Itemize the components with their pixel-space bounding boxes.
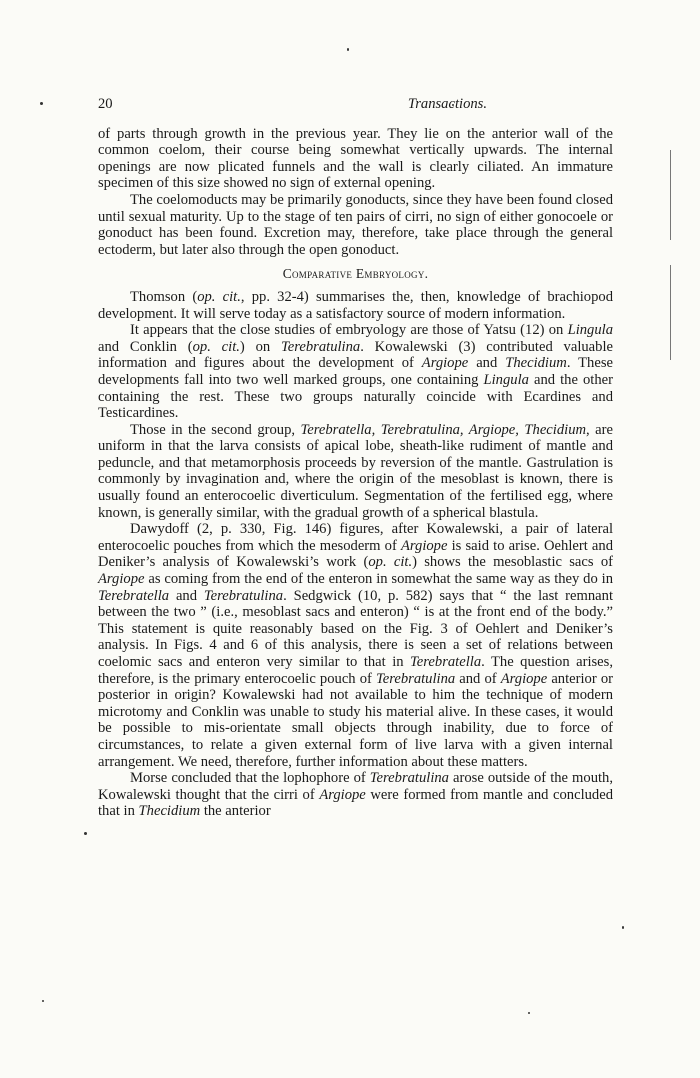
text-run: as coming from the end of the enteron in somewhat the same way as they do in — [144, 571, 613, 588]
paragraph — [98, 770, 613, 820]
page-body — [98, 96, 613, 820]
text-run: and of — [455, 670, 501, 687]
italic-term: Terebratulina — [369, 770, 449, 787]
italic-term: Argiope — [98, 571, 145, 588]
page-number: 20 — [98, 96, 113, 112]
journal-title: Transactions. — [407, 96, 487, 112]
text-run: and Conklin ( — [98, 338, 193, 355]
text-run: Dawydoff (2, p. 330, Fig. 146) figures, after Kowalewski, a pair of lateral enterocoelic pouches from which the mesoderm of — [98, 521, 613, 554]
text-run: . These developments fall into two well marked groups, one containing — [98, 355, 613, 388]
text-run: , are uniform in that the larva consists of apical lobe, sheath-like rudiment of mantle and peduncle, and that metamorphosis proceeds by reversion of the mantle. Gastrulation is commonly by invagination and, where the origin of the mesoblast is known, there is usually found an enterocoelic diverticulum. Segmentation of the fertilised egg, where known, is generally similar, with the gradual growth of a spherical blastula. — [98, 421, 613, 521]
paragraph — [98, 422, 613, 522]
italic-term: Argiope — [319, 786, 366, 803]
margin-rule — [670, 265, 671, 360]
text-run: . The question arises, therefore, is the primary enterocoelic pouch of — [98, 654, 613, 687]
scan-speck — [622, 926, 624, 929]
italic-term: Terebratella — [410, 654, 482, 670]
italic-term: Terebratella, Terebratulina, Argiope, Thecidium — [300, 421, 587, 438]
paragraph — [98, 192, 613, 258]
text-run: arose outside of the mouth, Kowalewski thought that the cirri of — [98, 770, 614, 803]
italic-term: Terebratulina — [203, 587, 284, 604]
italic-term: Argiope — [500, 670, 548, 687]
italic-term: Terebratella — [98, 587, 170, 604]
text-run: and — [169, 587, 204, 604]
text-run: is said to arise. Oehlert and Deniker’s analysis of Kowalewski’s work ( — [98, 537, 613, 571]
paragraph — [98, 322, 613, 422]
italic-term: op. cit. — [197, 288, 241, 305]
margin-rule — [670, 150, 671, 240]
running-head — [98, 96, 613, 113]
text-run: anterior or posterior in origin? Kowalewski had not available to him the technique of modern microtomy and Conklin was unable to study his material alive. In these cases, it would be possible to mis-orientate small objects through inability, due to force of circumstances, to relate a given external form of live larva with a given internal arrangement. We need, therefore, further information about these matters. — [98, 670, 613, 770]
scan-speck — [528, 1012, 530, 1014]
body-text — [98, 126, 613, 820]
text-run: ) shows the mesoblastic sacs of — [412, 554, 613, 571]
italic-term: Argiope — [421, 355, 469, 372]
italic-term: Terebratulina — [281, 338, 361, 355]
text-run: the anterior — [200, 803, 271, 820]
text-run: and the other containing the rest. These two groups naturally coincide with Ecardines and Testicardines. — [98, 371, 613, 422]
scan-speck — [42, 1000, 44, 1002]
text-run: were formed from mantle and concluded that in — [98, 786, 613, 820]
text-run: Thomson ( — [130, 288, 198, 305]
text-run: and — [468, 355, 506, 372]
text-run: of parts through growth in the previous year. They lie on the anterior wall of the common coelom, their course being somewhat vertically upwards. The internal openings are now plicated funnels and the wall is clearly ciliated. An immature specimen of this size showed no sign of external opening. — [98, 125, 613, 192]
text-run: The coelomoducts may be primarily gonoducts, since they have been found closed until sexual maturity. Up to the stage of ten pairs of cirri, no sign of either gonocoele or gonoduct has been found. Excretion may, therefore, take place through the general ectoderm, but later also through the open gonoduct. — [98, 191, 613, 258]
paragraph — [98, 521, 613, 770]
text-run: Morse concluded that the lophophore of — [130, 770, 370, 787]
scan-speck — [40, 102, 43, 105]
italic-term: Thecidium — [138, 803, 201, 820]
italic-term: Thecidium — [505, 355, 567, 372]
italic-term: op. cit. — [368, 554, 413, 571]
italic-term: op. cit. — [192, 338, 240, 355]
paragraph — [98, 126, 613, 192]
scan-speck — [347, 48, 349, 51]
text-run: It appears that the close studies of embryology are those of Yatsu (12) on — [130, 322, 568, 339]
italic-term: Lingula — [483, 371, 529, 388]
italic-term: Lingula — [567, 322, 613, 339]
italic-term: Terebratulina — [375, 670, 456, 687]
text-run: . Sedgwick (10, p. 582) says that “ the last remnant between the two ” (i.e., mesoblast sacs and enteron) “ is at the front end of the body.” This statement is quite reasonably based on the Fig. 3 of Oehlert and Deniker’s analysis. In Figs. 4 and 6 of this analysis, there is seen a set of relations between coelomic sacs and enteron very similar to that in — [98, 587, 613, 670]
text-run: , pp. 32-4) summarises the, then, knowledge of brachiopod development. It will serve today as a satisfactory source of modern information. — [98, 288, 613, 322]
italic-term: Argiope — [400, 537, 448, 554]
text-run: ) on — [239, 338, 281, 355]
scan-speck — [84, 832, 87, 835]
text-run: . Kowalewski (3) contributed valuable information and figures about the development of — [98, 338, 613, 372]
text-run: Those in the second group, — [130, 421, 301, 438]
paragraph — [98, 289, 613, 322]
section-heading: Comparative Embryology. — [282, 266, 429, 282]
